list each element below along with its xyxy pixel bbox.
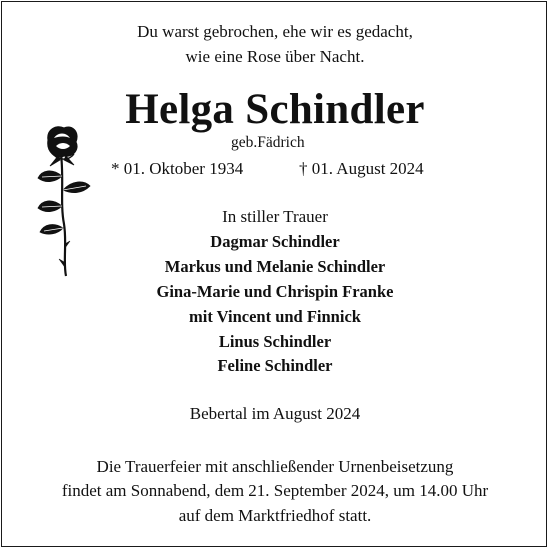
mourner-2: Markus und Melanie Schindler xyxy=(164,257,386,276)
mourner-4: mit Vincent und Finnick xyxy=(189,307,361,326)
place-date: Bebertal im August 2024 xyxy=(189,404,361,423)
mourner-6: Feline Schindler xyxy=(217,356,333,375)
mourner-1: Dagmar Schindler xyxy=(210,232,340,251)
mourner-3: Gina-Marie und Chrispin Franke xyxy=(156,282,394,301)
mourning-intro: In stiller Trauer xyxy=(222,207,328,226)
rose-icon xyxy=(36,124,92,279)
poem-line-1: Du warst gebrochen, ehe wir es gedacht, xyxy=(137,22,413,41)
death-date: † 01. August 2024 xyxy=(299,159,424,178)
birth-date: * 01. Oktober 1934 xyxy=(111,159,244,178)
birth-name: geb.Fädrich xyxy=(231,134,305,151)
poem-line-2: wie eine Rose über Nacht. xyxy=(185,47,365,66)
ceremony-line-3: auf dem Marktfriedhof statt. xyxy=(178,506,372,525)
ceremony-line-1: Die Trauerfeier mit anschließender Urnenbeisetzung xyxy=(96,457,454,476)
deceased-name: Helga Schindler xyxy=(125,86,425,133)
mourner-5: Linus Schindler xyxy=(218,332,332,351)
ceremony-line-2: findet am Sonnabend, dem 21. September 2024, um 14.00 Uhr xyxy=(61,481,489,500)
